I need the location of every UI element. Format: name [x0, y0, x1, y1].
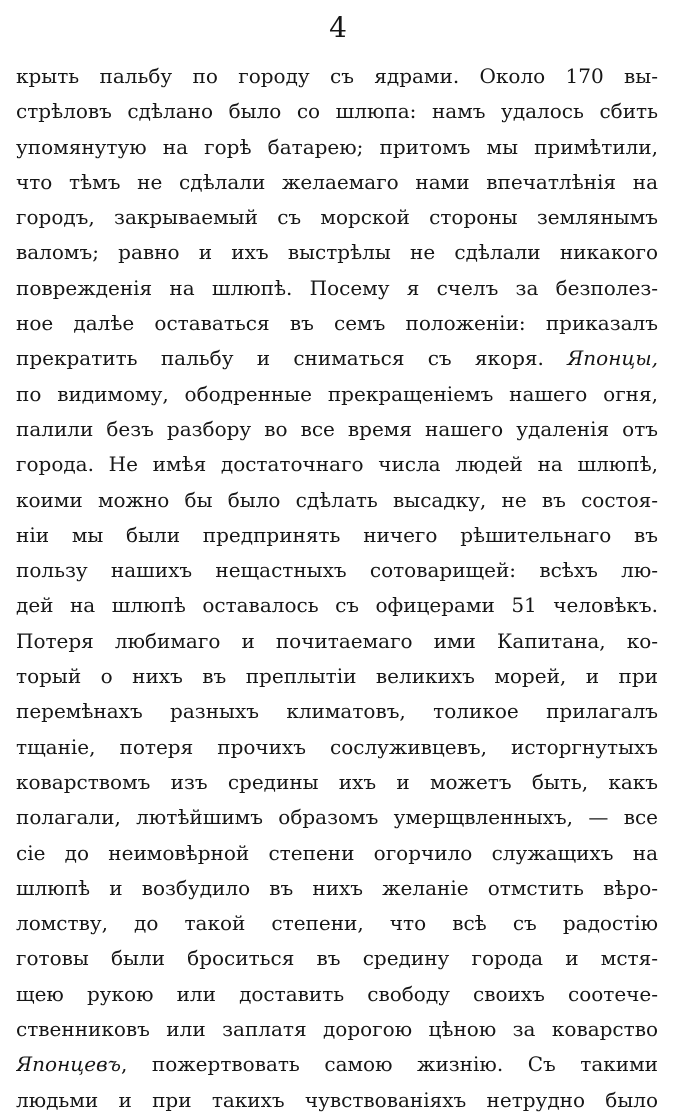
text-segment: города. Не имѣя достаточнаго числа людей на шлюпѣ, [16, 452, 658, 477]
text-line [16, 800, 658, 835]
text-segment: коими можно бы было сдѣлать высадку, не въ состоя- [16, 487, 658, 512]
text-segment: ное далѣе оставаться въ семъ положеніи: приказалъ [16, 311, 658, 336]
text-segment: щею рукою или доставить свободу своихъ соотече- [16, 981, 658, 1006]
text-line [16, 1083, 658, 1118]
text-line [16, 412, 658, 447]
text-line [16, 165, 658, 200]
italic-text: Японцевъ [16, 1052, 122, 1077]
text-segment: ственниковъ или заплатя дорогою цѣною за коварство [16, 1017, 658, 1042]
text-line [16, 588, 658, 623]
text-segment: что тѣмъ не сдѣлали желаемаго нами впечатлѣнія на [16, 169, 658, 194]
text-line [16, 871, 658, 906]
text-segment: стрѣловъ сдѣлано было со шлюпа: намъ удалось сбить [16, 99, 658, 124]
text-line [16, 694, 658, 729]
text-line [16, 977, 658, 1012]
text-line [16, 377, 658, 412]
text-line [16, 200, 658, 235]
text-segment: тщаніе, потеря прочихъ сослуживцевъ, исторгнутыхъ [16, 734, 658, 759]
text-segment: палили безъ разбору во все время нашего удаленія отъ [16, 416, 658, 441]
text-line [16, 1047, 658, 1082]
page-number: 4 [329, 11, 347, 44]
italic-text: Японцы, [567, 346, 658, 371]
text-line [16, 553, 658, 588]
text-segment: ломству, до такой степени, что всѣ съ радостію [16, 911, 658, 936]
text-line [16, 94, 658, 129]
text-segment: дей на шлюпѣ оставалось съ офицерами 51 человѣкъ. [16, 593, 658, 618]
text-line [16, 765, 658, 800]
text-line [16, 130, 658, 165]
text-line [16, 906, 658, 941]
text-segment: прекратить пальбу и сниматься съ якоря. [16, 346, 568, 371]
text-segment: пользу нашихъ нещастныхъ сотоварищей: всѣхъ лю- [16, 558, 658, 583]
text-segment: готовы были броситься въ средину города и мстя- [16, 946, 658, 971]
text-segment: упомянутую на горѣ батарею; притомъ мы примѣтили, [16, 134, 658, 159]
text-line [16, 836, 658, 871]
text-line [16, 235, 658, 270]
text-segment: ніи мы были предпринять ничего рѣшительнаго въ [16, 522, 658, 547]
text-segment: Потеря любимаго и почитаемаго ими Капитана, ко- [16, 628, 658, 653]
text-segment: перемѣнахъ разныхъ климатовъ, толикое прилагалъ [16, 699, 658, 724]
text-segment: сіе до неимовѣрной степени огорчило служащихъ на [16, 840, 658, 865]
text-line [16, 447, 658, 482]
text-line [16, 624, 658, 659]
body-text [16, 59, 658, 1118]
text-segment: торый о нихъ въ преплытіи великихъ морей, и при [16, 664, 658, 689]
text-segment: городъ, закрываемый съ морской стороны землянымъ [16, 205, 658, 230]
text-line [16, 341, 658, 376]
text-segment: шлюпѣ и возбудило въ нихъ желаніе отмстить вѣро- [16, 875, 658, 900]
text-line [16, 1012, 658, 1047]
text-line [16, 941, 658, 976]
text-segment: крыть пальбу по городу съ ядрами. Около 170 вы- [16, 64, 658, 88]
text-line [16, 659, 658, 694]
text-segment: , пожертвовать самою жизнію. Съ такими [121, 1052, 658, 1077]
text-line [16, 518, 658, 553]
text-line [16, 306, 658, 341]
text-segment: коварствомъ изъ средины ихъ и можетъ быть, какъ [16, 769, 658, 794]
text-line [16, 483, 658, 518]
text-line [16, 59, 658, 94]
text-segment: поврежденія на шлюпѣ. Посему я счелъ за безполез- [16, 275, 658, 300]
text-segment: по видимому, ободренные прекращеніемъ нашего огня, [16, 381, 658, 406]
text-line [16, 730, 658, 765]
text-line [16, 271, 658, 306]
text-segment: полагали, лютѣйшимъ образомъ умерщвленныхъ, — все [16, 805, 658, 830]
text-segment: людьми и при такихъ чувствованіяхъ нетрудно было [16, 1087, 658, 1112]
text-segment: валомъ; равно и ихъ выстрѣлы не сдѣлали никакого [16, 240, 658, 265]
